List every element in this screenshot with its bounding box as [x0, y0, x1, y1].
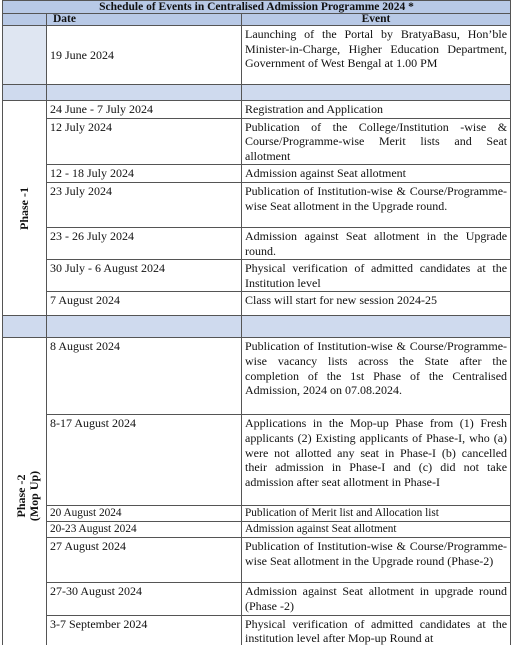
table-title: Schedule of Events in Centralised Admission Programme 2024 * [3, 1, 511, 14]
phase2-event: Publication of Institution-wise & Course/Programme-wise Seat allotment in the Upgrade round (Phase-2) [242, 538, 511, 583]
phase-2-label-line2: (Mop Up) [27, 470, 42, 522]
separator-band [242, 316, 511, 338]
phase2-date: 27 August 2024 [47, 538, 242, 583]
phase-2-label [15, 471, 41, 521]
separator-band [47, 316, 242, 338]
phase-2-label-line1: Phase -2 [14, 474, 29, 518]
intro-event: Launching of the Portal by BratyaBasu, Hon’ble Minister-in-Charge, Higher Education Department, Government of West Bengal at 1.00 PM [242, 26, 511, 85]
phase1-event: Publication of Institution-wise & Course/Programme-wise Seat allotment in the Upgrade round. [242, 182, 511, 227]
phase2-event: Publication of Institution-wise & Course/Programme-wise vacancy lists across the State after the completion of the 1st Phase of the Centralised Admission, 2024 on 07.08.2024. [242, 338, 511, 415]
separator-band [242, 85, 511, 101]
phase1-date: 23 - 26 July 2024 [47, 227, 242, 259]
phase2-date: 20-23 August 2024 [47, 522, 242, 538]
phase2-event: Applications in the Mop-up Phase from (1) Fresh applicants (2) Existing applicants of Phase-I, who (a) were not allotted any seat in Phase-I (b) cancelled their admission in Phase-I and (c) did not take admission after seat allotment in Phase-I [242, 415, 511, 506]
phase2-event: Admission against Seat allotment [242, 522, 511, 538]
phase-1-label: Phase -1 [17, 186, 31, 230]
phase1-date: 30 July - 6 August 2024 [47, 260, 242, 292]
phase1-date: 12 - 18 July 2024 [47, 165, 242, 183]
header-blank [3, 14, 47, 26]
phase2-event: Publication of Merit list and Allocation list [242, 506, 511, 522]
phase-1-label-cell [3, 101, 47, 316]
separator-band [3, 316, 47, 338]
phase1-event: Registration and Application [242, 101, 511, 119]
phase1-date: 23 July 2024 [47, 182, 242, 227]
phase1-date: 24 June - 7 July 2024 [47, 101, 242, 119]
intro-phase-cell [3, 26, 47, 85]
phase1-event: Class will start for new session 2024-25 [242, 292, 511, 316]
separator-band [47, 85, 242, 101]
phase1-event: Publication of the College/Institution -wise & Course/Programme-wise Merit lists and Seat allotment [242, 118, 511, 165]
phase1-event: Physical verification of admitted candidates at the Institution level [242, 260, 511, 292]
phase1-date: 7 August 2024 [47, 292, 242, 316]
phase2-event: Admission against Seat allotment in upgrade round (Phase -2) [242, 583, 511, 615]
phase2-event: Physical verification of admitted candidates at the institution level after Mop-up Round at [242, 615, 511, 645]
header-event: Event [242, 14, 511, 26]
phase2-date: 8-17 August 2024 [47, 415, 242, 506]
phase1-date: 12 July 2024 [47, 118, 242, 165]
phase1-event: Admission against Seat allotment [242, 165, 511, 183]
phase2-date: 3-7 September 2024 [47, 615, 242, 645]
header-date: Date [47, 14, 242, 26]
phase1-event: Admission against Seat allotment in the Upgrade round. [242, 227, 511, 259]
separator-band [3, 85, 47, 101]
phase-2-label-cell [3, 338, 47, 645]
phase2-date: 20 August 2024 [47, 506, 242, 522]
phase2-date: 27-30 August 2024 [47, 583, 242, 615]
phase2-date: 8 August 2024 [47, 338, 242, 415]
intro-date: 19 June 2024 [47, 26, 242, 85]
schedule-table [2, 0, 511, 645]
